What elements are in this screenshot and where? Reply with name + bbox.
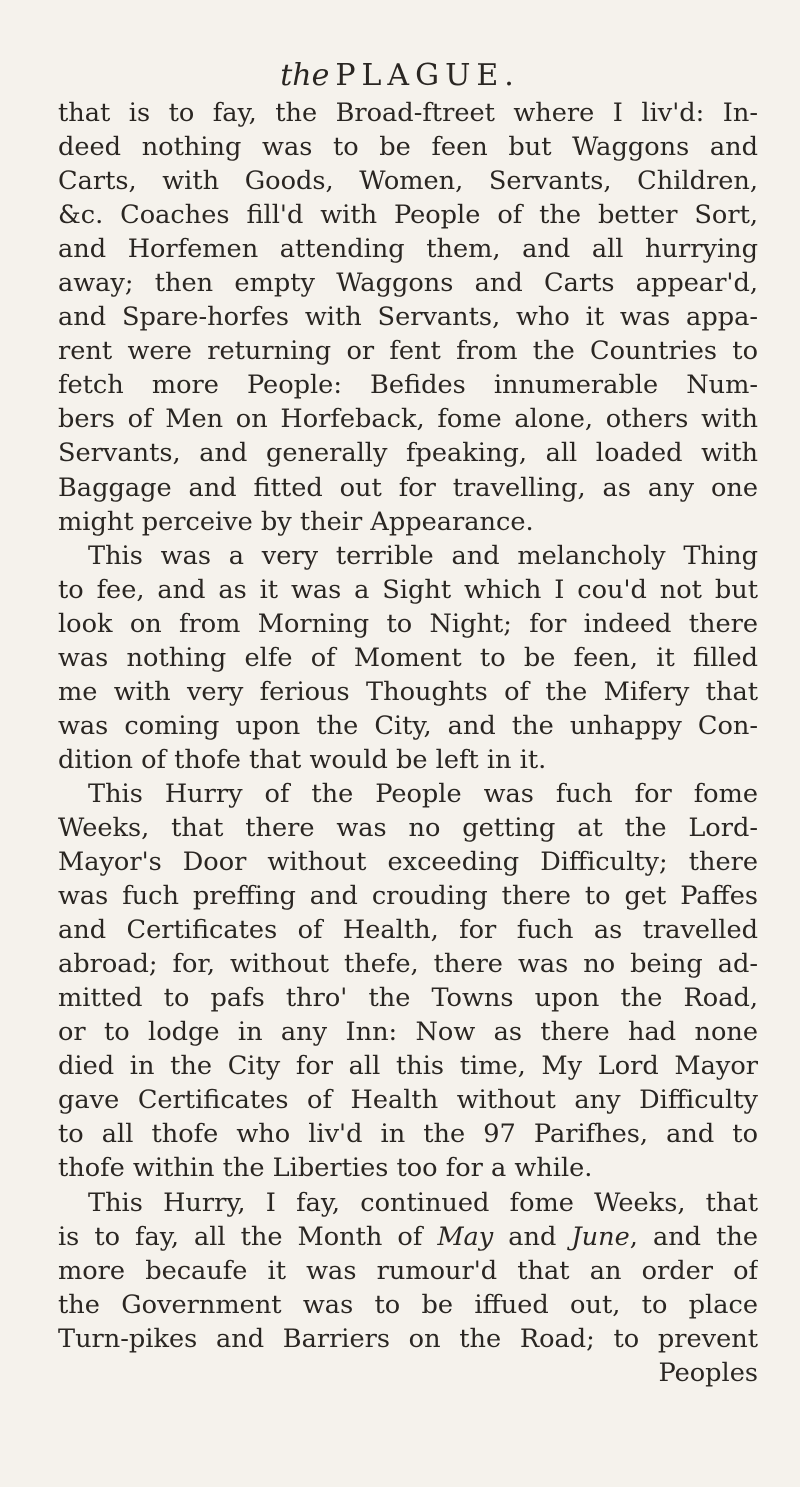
text-line: died in the City for all this time, My Lord Mayor bbox=[58, 1051, 758, 1082]
text-line: This Hurry of the People was fuch for fome bbox=[88, 778, 758, 809]
text-line: and Spare-horfes with Servants, who it was appa- bbox=[58, 302, 758, 333]
text-line: Carts, with Goods, Women, Servants, Children, bbox=[58, 166, 758, 197]
text-line: away; then empty Waggons and Carts appear'd, bbox=[58, 268, 758, 299]
text-line: Turn-pikes and Barriers on the Road; to prevent bbox=[58, 1323, 758, 1354]
text-line: Mayor's Door without exceeding Difficulty; there bbox=[58, 847, 758, 878]
text-line: gave Certificates of Health without any Difficulty bbox=[58, 1085, 758, 1116]
text-line: Baggage and fitted out for travelling, as any one bbox=[58, 472, 758, 503]
catchword: Peoples bbox=[658, 1357, 758, 1388]
text-line-mixed bbox=[58, 1220, 758, 1254]
text-line: was fuch preffing and crouding there to get Paffes bbox=[58, 881, 758, 912]
text-line: bers of Men on Horfeback, fome alone, others with bbox=[58, 404, 758, 435]
running-head-article: the bbox=[280, 58, 330, 93]
text-run-italic: June bbox=[571, 1221, 630, 1252]
text-run: and bbox=[493, 1221, 572, 1252]
text-line: abroad; for, without thefe, there was no being ad- bbox=[58, 949, 758, 980]
text-line: more becaufe it was rumour'd that an order of bbox=[58, 1255, 758, 1286]
text-line: deed nothing was to be feen but Waggons and bbox=[58, 132, 758, 163]
text-line: me with very ferious Thoughts of the Mifery that bbox=[58, 676, 758, 707]
text-line: look on from Morning to Night; for indeed there bbox=[58, 608, 758, 639]
text-line: that is to fay, the Broad-ftreet where I liv'd: In- bbox=[58, 98, 758, 128]
text-run: , and the bbox=[629, 1221, 758, 1252]
text-line: might perceive by their Appearance. bbox=[58, 506, 534, 537]
text-line: mitted to pafs thro' the Towns upon the Road, bbox=[58, 983, 758, 1014]
text-line: the Government was to be iffued out, to place bbox=[58, 1289, 758, 1320]
text-line: This was a very terrible and melancholy Thing bbox=[88, 540, 758, 571]
running-head-title: PLAGUE. bbox=[335, 58, 520, 93]
text-run: is to fay, all the Month of bbox=[58, 1221, 438, 1252]
running-head bbox=[0, 58, 800, 93]
text-line: to all thofe who liv'd in the 97 Parifhes, and to bbox=[58, 1119, 758, 1150]
text-line: was coming upon the City, and the unhappy Con- bbox=[58, 710, 758, 741]
text-line: or to lodge in any Inn: Now as there had none bbox=[58, 1017, 758, 1048]
text-line: fetch more People: Befides innumerable Num- bbox=[58, 370, 758, 401]
body-text bbox=[58, 96, 758, 1390]
text-line: Weeks, that there was no getting at the Lord- bbox=[58, 812, 758, 843]
text-line: This Hurry, I fay, continued fome Weeks, that bbox=[88, 1187, 758, 1218]
text-line: and Horfemen attending them, and all hurrying bbox=[58, 234, 758, 265]
text-line: thofe within the Liberties too for a while. bbox=[58, 1153, 593, 1184]
text-line: &c. Coaches fill'd with People of the better Sort, bbox=[58, 200, 758, 231]
text-line: rent were returning or fent from the Countries to bbox=[58, 336, 758, 367]
text-line: to fee, and as it was a Sight which I cou'd not but bbox=[58, 574, 758, 605]
text-run-italic: May bbox=[437, 1221, 494, 1252]
text-line: was nothing elfe of Moment to be feen, it filled bbox=[58, 642, 758, 673]
text-line: dition of thofe that would be left in it. bbox=[58, 744, 547, 775]
text-line: Servants, and generally fpeaking, all loaded with bbox=[58, 438, 758, 469]
text-line: and Certificates of Health, for fuch as travelled bbox=[58, 915, 758, 946]
